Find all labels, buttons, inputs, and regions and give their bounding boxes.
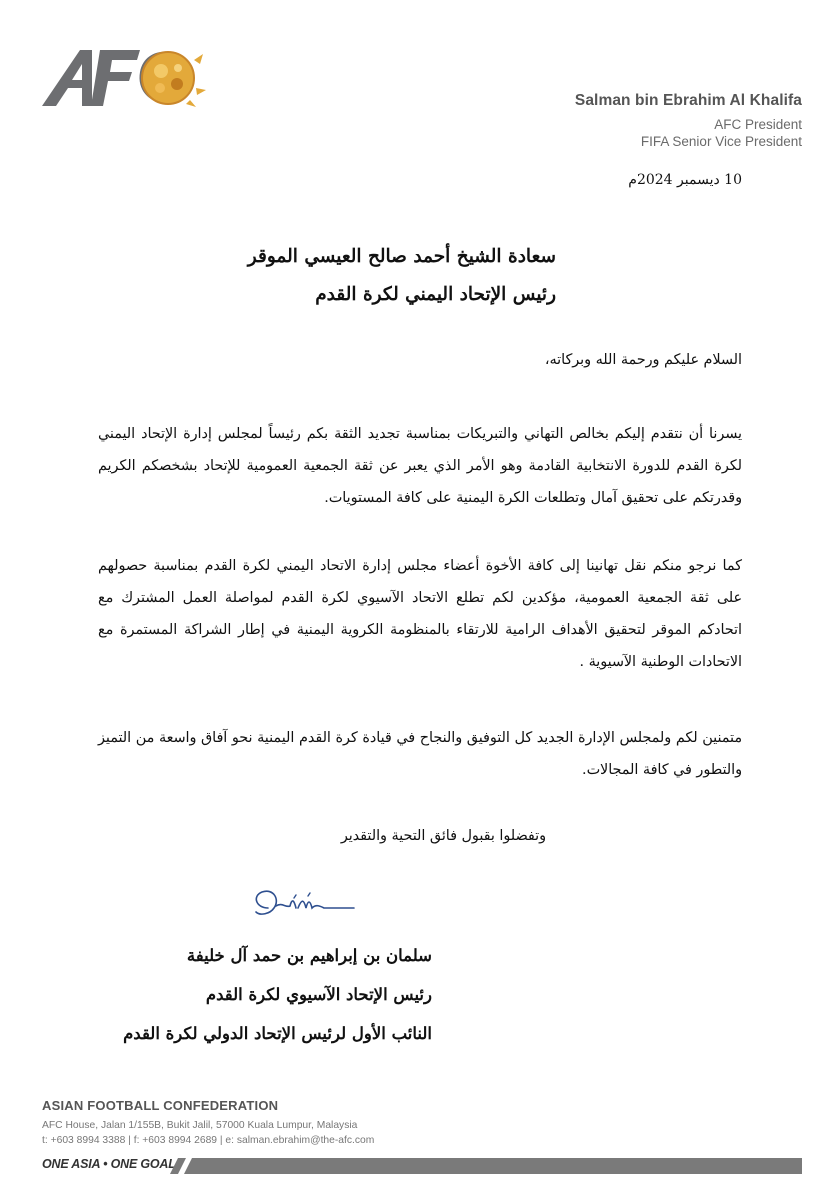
footer-slogan: ONE ASIA • ONE GOAL bbox=[42, 1157, 176, 1171]
signatory-title-afc: رئيس الإتحاد الآسيوي لكرة القدم bbox=[205, 985, 432, 1004]
afc-logo bbox=[40, 44, 210, 110]
addressee-title: رئيس الإتحاد اليمني لكرة القدم bbox=[315, 284, 556, 305]
signatory-title-fifa: النائب الأول لرئيس الإتحاد الدولي لكرة القدم bbox=[123, 1024, 432, 1043]
footer-address: AFC House, Jalan 1/155B, Bukit Jalil, 57000 Kuala Lumpur, Malaysia bbox=[42, 1120, 358, 1131]
closing-line: وتفضلوا بقبول فائق التحية والتقدير bbox=[340, 828, 546, 844]
greeting: السلام عليكم ورحمة الله وبركاته، bbox=[544, 352, 742, 368]
body-paragraph-2: كما نرجو منكم نقل تهانينا إلى كافة الأخوة أعضاء مجلس إدارة الاتحاد اليمني لكرة القدم بمناسبة حصولهم على ثقة الجمعية العمومية، مؤكدين لكم تطلع الاتحاد الآسيوي لكرة القدم لمواصلة العمل المشترك مع اتحادكم الموقر لتحقيق الأهداف الرامية للارتقاء بالمنظومة الكروية اليمنية في إطار الشراكة المستمرة مع الاتحادات الوطنية الآسيوية . bbox=[98, 558, 742, 670]
footer-decorative-stripe bbox=[170, 1158, 802, 1174]
letter-date: 10 ديسمبر 2024م bbox=[628, 172, 742, 188]
body-paragraph-3: متمنين لكم ولمجلس الإدارة الجديد كل التوفيق والنجاح في قيادة كرة القدم اليمنية نحو آفاق واسعة من التميز والتطور في كافة المجالات. bbox=[98, 730, 742, 778]
body-paragraph-1: يسرنا أن نتقدم إليكم بخالص التهاني والتبريكات بمناسبة تجديد الثقة بكم رئيساً لمجلس إدارة الإتحاد اليمني لكرة القدم للدورة الانتخابية القادمة وهو الأمر الذي يعبر عن ثقة الجمعية العمومية للإتحاد بشخصكم الكريم وقدرتكم على تحقيق آمال وتطلعات الكرة اليمنية على كافة المستويات. bbox=[98, 426, 742, 506]
footer-contact: t: +603 8994 3388 | f: +603 8994 2689 | e: salman.ebrahim@the-afc.com bbox=[42, 1135, 375, 1146]
sender-block bbox=[575, 92, 802, 150]
sender-name: Salman bin Ebrahim Al Khalifa bbox=[574, 92, 802, 109]
addressee-name: سعادة الشيخ أحمد صالح العيسي الموقر bbox=[247, 246, 556, 267]
handwritten-signature bbox=[246, 878, 356, 928]
sender-role-afc: AFC President bbox=[714, 117, 802, 132]
footer-organization: ASIAN FOOTBALL CONFEDERATION bbox=[42, 1098, 279, 1113]
letterhead-footer bbox=[42, 1098, 374, 1148]
addressee-block bbox=[248, 238, 556, 314]
signatory-name: سلمان بن إبراهيم بن حمد آل خليفة bbox=[186, 946, 432, 965]
sender-role-fifa: FIFA Senior Vice President bbox=[640, 134, 802, 149]
signatory-block bbox=[123, 936, 432, 1053]
